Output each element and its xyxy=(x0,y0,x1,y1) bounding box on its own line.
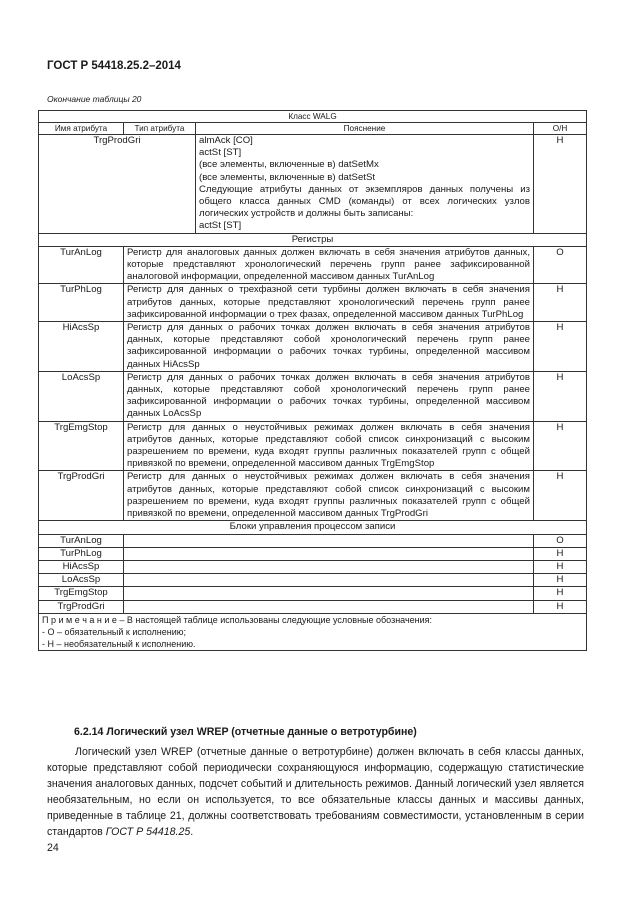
register-on: Н xyxy=(534,471,587,521)
desc-line: (все элементы, включенные в) datSetMx xyxy=(199,159,379,171)
col-header-name: Имя атрибута xyxy=(39,123,124,135)
register-on: О xyxy=(534,246,587,284)
table-note xyxy=(39,613,587,651)
section-title: 6.2.14 Логический узел WREP (отчетные данные о ветротурбине) xyxy=(74,726,417,738)
table-row xyxy=(39,600,587,613)
register-name: LoAcsSp xyxy=(39,371,124,421)
col-header-on: О/Н xyxy=(534,123,587,135)
class-title-row xyxy=(39,111,587,123)
desc-line: actSt [ST] xyxy=(199,220,242,232)
paragraph-text: Логический узел WREP (отчетные данные о ветротурбине) должен включать в себя классы данных, которые представляют собой периодически сохраняющуюся информацию, содержащую статистические значения аналоговых данных, подсчет событий и длительность режимов. Данный логический узел является необязательным, но если он используется, то все обязательные классы данных и массивы данных, приведенные в таблице 21, должны соответствовать требованиям совместимости, установленным в серии стандартов xyxy=(47,746,584,838)
note-line: - Н – необязательный к исполнению. xyxy=(42,639,196,650)
block-name: LoAcsSp xyxy=(39,574,124,587)
block-desc xyxy=(124,600,534,613)
table-row xyxy=(39,547,587,560)
block-name: TrgProdGri xyxy=(39,600,124,613)
table-row xyxy=(39,246,587,284)
register-on: Н xyxy=(534,322,587,372)
table-row xyxy=(39,587,587,600)
block-on: Н xyxy=(534,547,587,560)
table-caption: Окончание таблицы 20 xyxy=(47,94,142,104)
block-on: Н xyxy=(534,587,587,600)
register-name: HiAcsSp xyxy=(39,322,124,372)
page-number: 24 xyxy=(47,842,59,854)
table-row xyxy=(39,371,587,421)
block-name: TurPhLog xyxy=(39,547,124,560)
register-desc: Регистр для данных о рабочих точках должен включать в себя значения атрибутов данных, которые представляют собой хронологический перечень групп ранее зафиксированной информации о рабочих точках турбины, определенной массивом данных LoAcsSp xyxy=(124,371,534,421)
col-header-desc: Пояснение xyxy=(196,123,534,135)
note-line: П р и м е ч а н и е – В настоящей таблице использованы следующие условные обозначения: xyxy=(42,614,433,625)
register-on: Н xyxy=(534,284,587,322)
note-line: - О – обязательный к исполнению; xyxy=(42,626,187,637)
block-desc xyxy=(124,534,534,547)
register-desc: Регистр для данных о неустойчивых режимах должен включать в себя значения атрибутов данных, которые представляют собой список синхронизаций с высоким разрешением по времени, куда входят группы различных показателей групп с общей привязкой по времени, определенной массивом данных TrgProdGri xyxy=(124,471,534,521)
register-desc: Регистр для данных о трехфазной сети турбины должен включать в себя значения атрибутов данных, которые представляют хронологический перечень групп ранее зафиксированной информации о трех фазах, определенной массивом данных TurPhLog xyxy=(124,284,534,322)
register-name: TrgEmgStop xyxy=(39,421,124,471)
section-blocks: Блоки управления процессом записи xyxy=(39,521,587,534)
register-desc: Регистр для данных о рабочих точках должен включать в себя значения атрибутов данных, которые представляют собой хронологический перечень групп ранее зафиксированной информации о рабочих точках турбины, определенной массивом данных HiAcsSp xyxy=(124,322,534,372)
block-name: TrgEmgStop xyxy=(39,587,124,600)
section-registers: Регистры xyxy=(39,233,587,246)
walg-table xyxy=(38,110,587,651)
table-row xyxy=(39,322,587,372)
table-row xyxy=(39,560,587,573)
attr-on: Н xyxy=(534,135,587,234)
paragraph-end: . xyxy=(190,826,194,838)
note-row xyxy=(39,613,587,651)
block-name: HiAcsSp xyxy=(39,560,124,573)
section-row xyxy=(39,521,587,534)
table-row xyxy=(39,284,587,322)
class-title: Класс WALG xyxy=(39,111,587,123)
desc-line: almAck [CO] xyxy=(199,135,253,146)
register-name: TurPhLog xyxy=(39,284,124,322)
block-on: Н xyxy=(534,574,587,587)
table-row xyxy=(39,574,587,587)
block-desc xyxy=(124,587,534,600)
col-header-type: Тип атрибута xyxy=(124,123,196,135)
attr-name: TrgProdGri xyxy=(39,135,196,234)
register-desc: Регистр для данных о неустойчивых режимах должен включать в себя значения атрибутов данных, которые представляют собой список синхронизаций с высоким разрешением по времени, куда входят группы различных показателей групп с общей привязкой по времени, определенной массивом данных TrgEmgStop xyxy=(124,421,534,471)
desc-line: actSt [ST] xyxy=(199,147,242,159)
block-on: О xyxy=(534,534,587,547)
block-desc xyxy=(124,560,534,573)
standard-reference: ГОСТ Р 54418.25 xyxy=(105,826,191,838)
section-row xyxy=(39,233,587,246)
document-header: ГОСТ Р 54418.25.2–2014 xyxy=(47,60,181,72)
block-desc xyxy=(124,547,534,560)
attr-desc xyxy=(196,135,534,234)
block-name: TurAnLog xyxy=(39,534,124,547)
table-row xyxy=(39,471,587,521)
desc-line: (все элементы, включенные в) datSetSt xyxy=(199,171,376,183)
table-row xyxy=(39,421,587,471)
register-name: TurAnLog xyxy=(39,246,124,284)
register-desc: Регистр для аналоговых данных должен включать в себя значения атрибутов данных, которые представляют хронологический перечень групп ранее зафиксированной аналоговой информации, определенной массивом данных TurAnLog xyxy=(124,246,534,284)
register-name: TrgProdGri xyxy=(39,471,124,521)
register-on: Н xyxy=(534,371,587,421)
table-row xyxy=(39,135,587,234)
body-paragraph xyxy=(47,744,584,840)
block-on: Н xyxy=(534,600,587,613)
register-on: Н xyxy=(534,421,587,471)
block-desc xyxy=(124,574,534,587)
column-header-row xyxy=(39,123,587,135)
desc-note: Следующие атрибуты данных от экземпляров данных получены из общего класса данных CMD (команды) от всех логических узлов логических устройств и должны быть записаны: xyxy=(199,183,530,220)
table-row xyxy=(39,534,587,547)
block-on: Н xyxy=(534,560,587,573)
